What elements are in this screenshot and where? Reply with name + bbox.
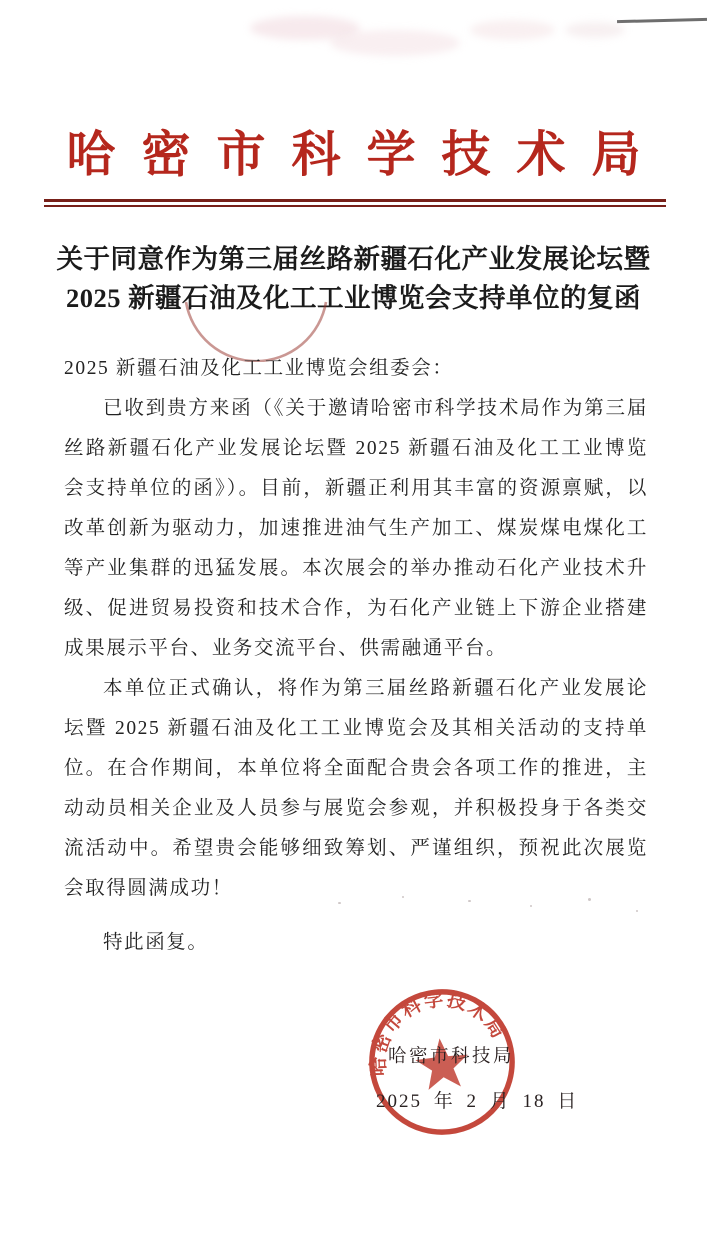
letterhead-org-name: 哈密市科学技术局 — [66, 127, 667, 182]
scan-speckle — [468, 900, 471, 902]
scan-smudge — [470, 20, 555, 40]
seal-arc-text: 哈密市科学技术局 — [368, 989, 510, 1077]
document-title-line2: 2025 新疆石油及化工工业博览会支持单位的复函 — [65, 283, 642, 313]
scan-speckle — [402, 896, 404, 898]
scan-speckle — [530, 905, 532, 907]
signature-unit-name: 哈密市科技局 — [388, 1047, 515, 1067]
salutation: 2025 新疆石油及化工工业博览会组委会： — [64, 358, 454, 379]
signature-date: 2025 年 2 月 18 日 — [376, 1091, 579, 1112]
closing-phrase: 特此函复。 — [103, 932, 209, 953]
scan-artifact-line — [617, 18, 707, 23]
scan-speckle — [588, 898, 591, 901]
paragraph-1: 已收到贵方来函（《关于邀请哈密市科学技术局作为第三届丝路新疆石化产业发展论坛暨 2025 新疆石油及化工工业博览会支持单位的函》）。目前，新疆正利用其丰富的资源禀赋，以改革创新为驱动力，加速推进油气生产加工、煤炭煤电煤化工等产业集群的迅猛发展。本次展会的举办推动石化产业技术升级、促进贸易投资和技术合作，为石化产业链上下游企业搭建成果展示平台、业务交流平台、供需融通平台。 — [64, 398, 648, 659]
scan-smudge — [565, 22, 625, 38]
letter-body — [64, 349, 648, 963]
scan-speckle — [636, 910, 638, 912]
letterhead-double-rule — [44, 199, 666, 207]
scan-smudge — [330, 30, 460, 56]
scan-speckle — [338, 902, 341, 904]
document-title — [35, 240, 672, 318]
document-title-line1: 关于同意作为第三届丝路新疆石化产业发展论坛暨 — [56, 244, 651, 274]
paragraph-2: 本单位正式确认，将作为第三届丝路新疆石化产业发展论坛暨 2025 新疆石油及化工工业博览会及其相关活动的支持单位。在合作期间，本单位将全面配合贵会各项工作的推进，主动动员相关企业及人员参与展览会参观，并积极投身于各类交流活动中。希望贵会能够细致筹划、严谨组织，预祝此次展览会取得圆满成功！ — [64, 678, 648, 899]
